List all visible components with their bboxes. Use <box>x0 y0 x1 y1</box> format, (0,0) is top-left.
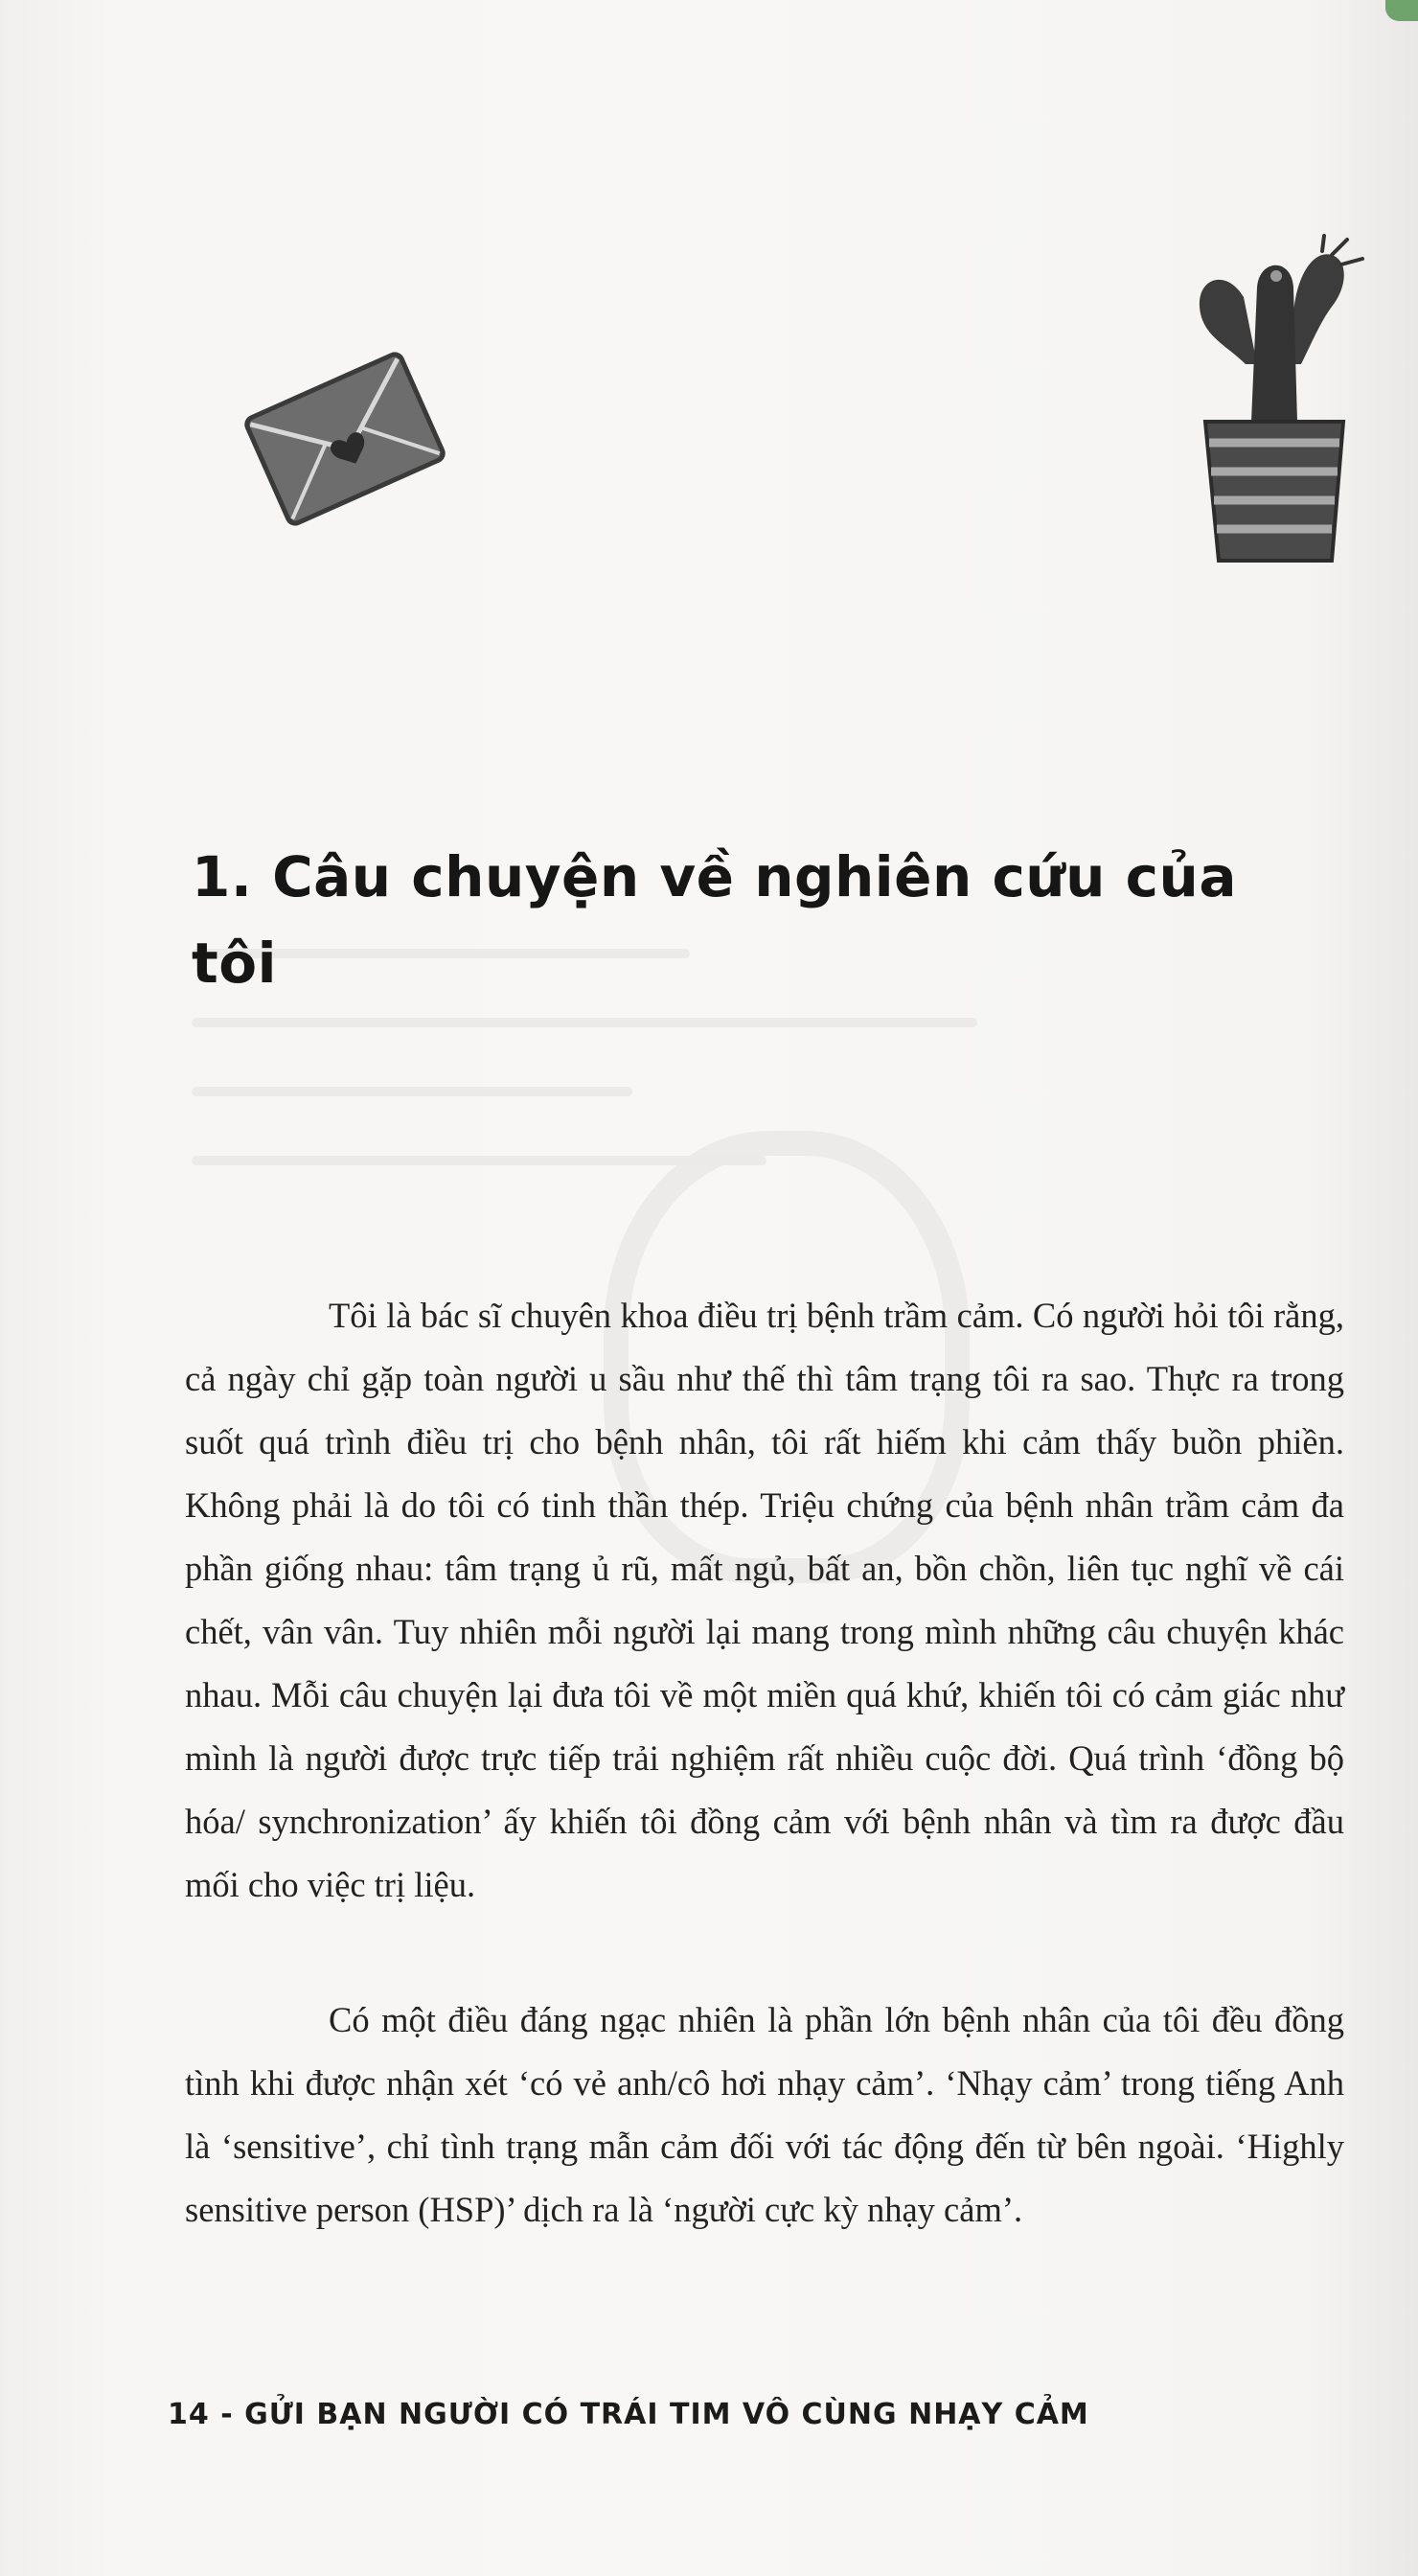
cactus-pot-icon <box>1178 230 1370 565</box>
section-heading: 1. Câu chuyện về nghiên cứu của tôi <box>192 844 1237 996</box>
bleed-line <box>192 1087 632 1096</box>
body-paragraph-1: Tôi là bác sĩ chuyên khoa điều trị bệnh trầm cảm. Có người hỏi tôi rằng, cả ngày chỉ gặp toàn người u sầu như thế thì tâm trạng tôi ra sao. Thực ra trong suốt quá trình điều trị cho bệnh nhân, tôi rất hiếm khi cảm thấy buồn phiền. Không phải là do tôi có tinh thần thép. Triệu chứng của bệnh nhân trầm cảm đa phần giống nhau: tâm trạng ủ rũ, mất ngủ, bất an, bồn chồn, liên tục nghĩ về cái chết, vân vân. Tuy nhiên mỗi người lại mang trong mình những câu chuyện khác nhau. Mỗi câu chuyện lại đưa tôi về một miền quá khứ, khiến tôi có cảm giác như mình là người được trực tiếp trải nghiệm rất nhiều cuộc đời. Quá trình ‘đồng bộ hóa/ synchronization’ ấy khiến tôi đồng cảm với bệnh nhân và tìm ra được đầu mối cho việc trị liệu. <box>185 1296 1344 1904</box>
page-footer: 14 - GỬI BẠN NGƯỜI CÓ TRÁI TIM VÔ CÙNG NHẠY CẢM <box>168 2398 1089 2431</box>
corner-color-mark <box>1385 0 1418 21</box>
bleed-line <box>192 1018 977 1027</box>
envelope-icon <box>240 335 450 541</box>
bleed-line <box>192 1156 766 1165</box>
body-paragraph-2: Có một điều đáng ngạc nhiên là phần lớn bệnh nhân của tôi đều đồng tình khi được nhận xét ‘có vẻ anh/cô hơi nhạy cảm’. ‘Nhạy cảm’ trong tiếng Anh là ‘sensitive’, chỉ tình trạng mẫn cảm đối với tác động đến từ bên ngoài. ‘Highly sensitive person (HSP)’ dịch ra là ‘người cực kỳ nhạy cảm’. <box>185 2000 1344 2229</box>
